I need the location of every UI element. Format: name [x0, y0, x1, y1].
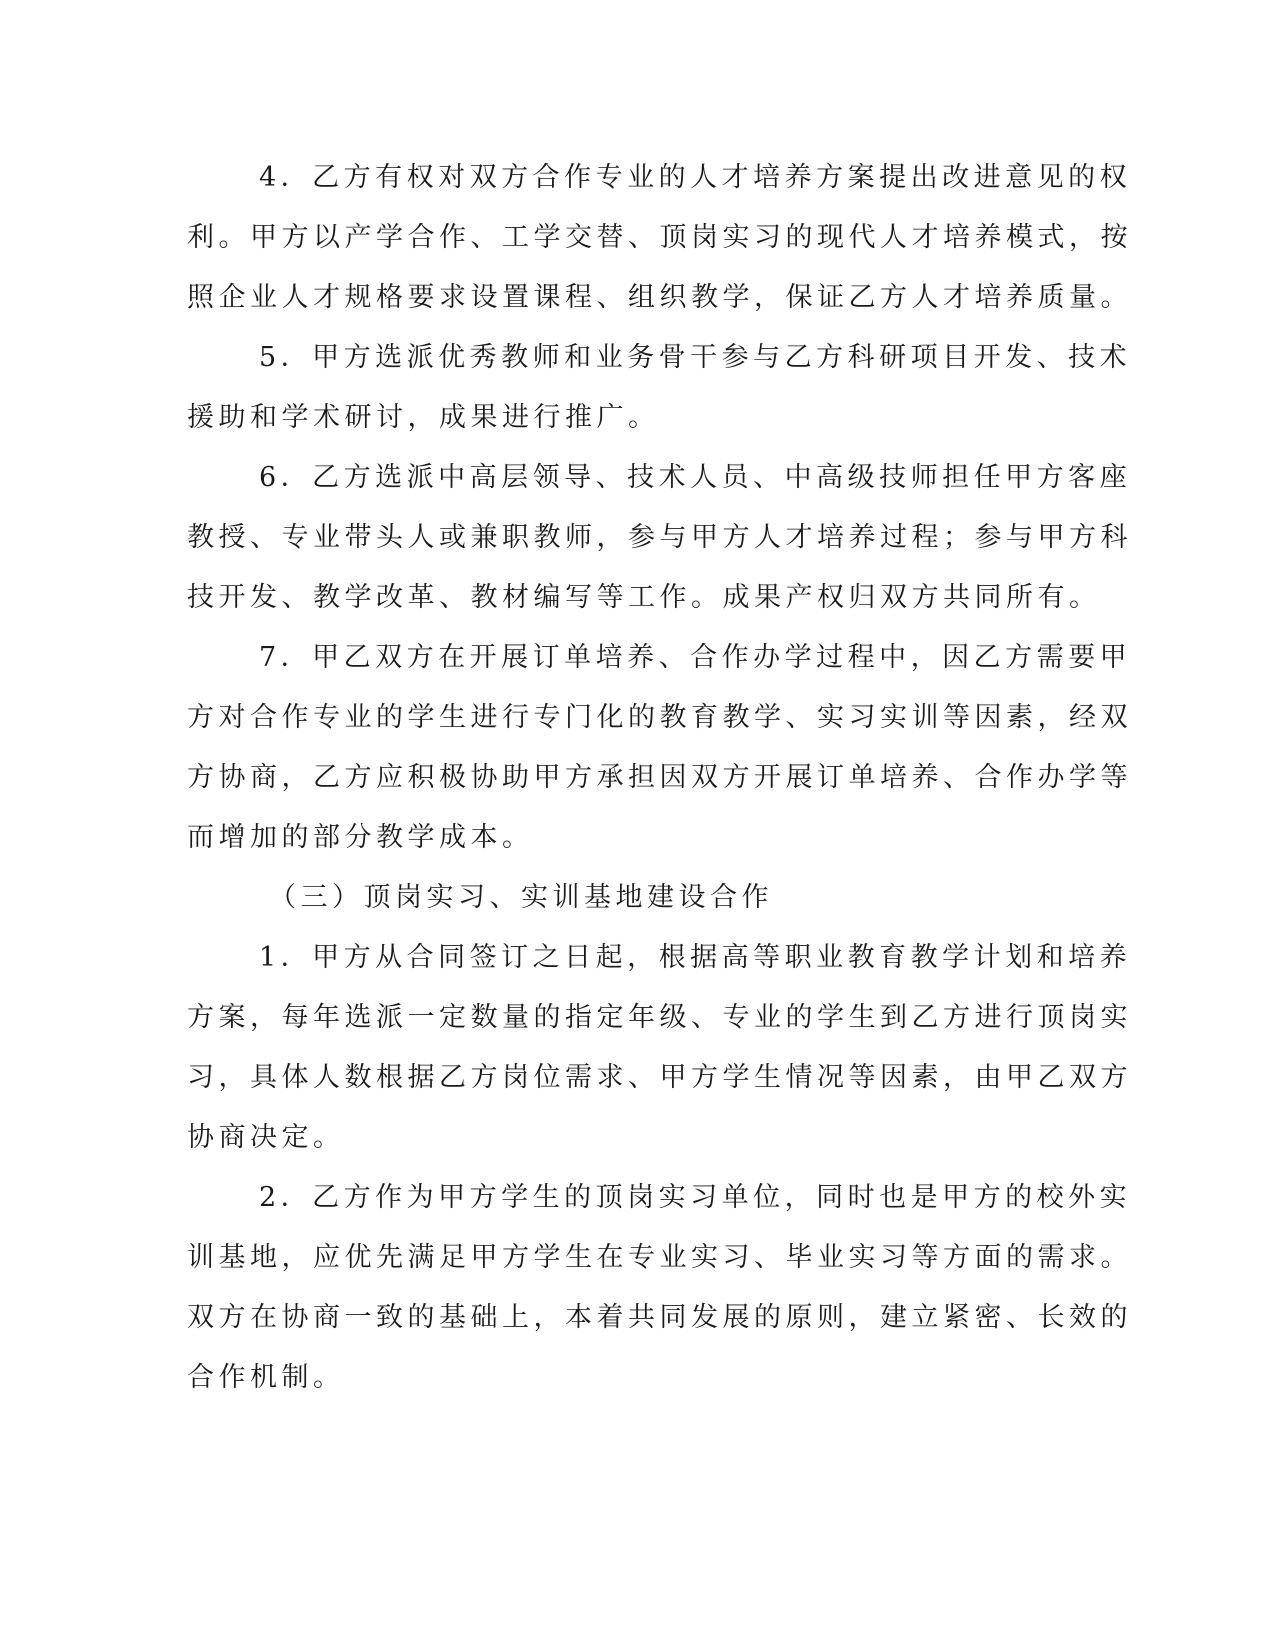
paragraph-7-line-2: 方对合作专业的学生进行专门化的教育教学、实习实训等因素，经双: [187, 702, 1132, 733]
section-3-paragraph-2-line-3: 双方在协商一致的基础上，本着共同发展的原则，建立紧密、长效的: [187, 1302, 1132, 1333]
section-3-paragraph-1-line-4: 协商决定。: [187, 1122, 345, 1153]
paragraph-6-line-1: 6．乙方选派中高层领导、技术人员、中高级技师担任甲方客座: [259, 462, 1132, 493]
paragraph-6-line-3: 技开发、教学改革、教材编写等工作。成果产权归双方共同所有。: [187, 582, 1101, 613]
paragraph-6-line-2: 教授、专业带头人或兼职教师，参与甲方人才培养过程；参与甲方科: [187, 522, 1132, 553]
paragraph-5-line-2: 援助和学术研讨，成果进行推广。: [187, 402, 660, 433]
section-3-paragraph-1-line-1: 1．甲方从合同签订之日起，根据高等职业教育教学计划和培养: [259, 942, 1132, 973]
paragraph-7-line-1: 7．甲乙双方在开展订单培养、合作办学过程中，因乙方需要甲: [259, 642, 1132, 673]
paragraph-5-line-1: 5．甲方选派优秀教师和业务骨干参与乙方科研项目开发、技术: [259, 342, 1132, 373]
paragraph-4-line-2: 利。甲方以产学合作、工学交替、顶岗实习的现代人才培养模式，按: [187, 222, 1132, 253]
section-3-paragraph-2-line-4: 合作机制。: [187, 1362, 345, 1393]
section-3-paragraph-1-line-3: 习，具体人数根据乙方岗位需求、甲方学生情况等因素，由甲乙双方: [187, 1062, 1132, 1093]
paragraph-4-line-1: 4．乙方有权对双方合作专业的人才培养方案提出改进意见的权: [259, 162, 1132, 193]
section-3-paragraph-2-line-2: 训基地，应优先满足甲方学生在专业实习、毕业实习等方面的需求。: [187, 1242, 1132, 1273]
section-3-paragraph-1-line-2: 方案，每年选派一定数量的指定年级、专业的学生到乙方进行顶岗实: [187, 1002, 1132, 1033]
section-3-paragraph-2-line-1: 2．乙方作为甲方学生的顶岗实习单位，同时也是甲方的校外实: [259, 1182, 1132, 1213]
section-heading-3: （三）顶岗实习、实训基地建设合作: [269, 882, 773, 913]
paragraph-7-line-3: 方协商，乙方应积极协助甲方承担因双方开展订单培养、合作办学等: [187, 762, 1132, 793]
paragraph-4-line-3: 照企业人才规格要求设置课程、组织教学，保证乙方人才培养质量。: [187, 282, 1132, 313]
paragraph-7-line-4: 而增加的部分教学成本。: [187, 822, 534, 853]
